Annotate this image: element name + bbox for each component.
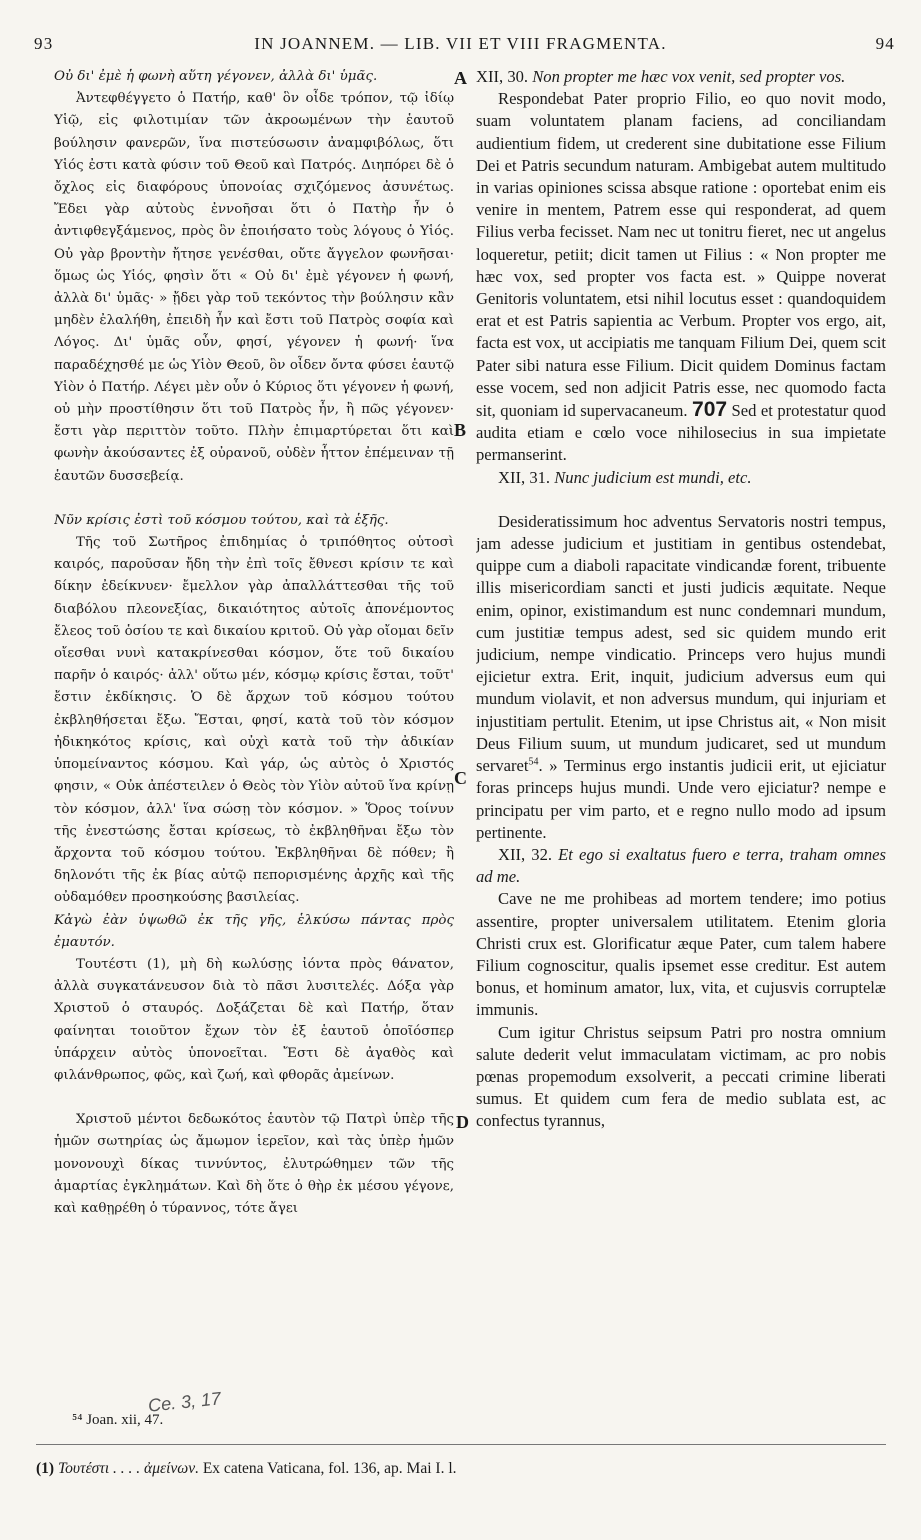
greek-paragraph-2: Τῆς τοῦ Σωτῆρος ἐπιδημίας ὁ τριπόθητος οὑτοσὶ καιρός, παροῦσαν ἤδη τὴν ἐπὶ τοῖς ἔθνεσι κρίσιν τε καὶ δίκην ἐδείκνυεν· ἔμελλον γὰρ ἀπαλλάττεσθαι τῆς τοῦ διαβόλου πλεονεξίας, δικαιότητος αὐτοῖς ἀπονέμοντος ἔλεος τοῦ ὁσίου τε καὶ δικαίου κριτοῦ. Οὐ γὰρ οἴομαι δεῖν οἴεσθαι νυνὶ κατακρίνεσθαι κόσμον, ὅτε τοῦ δικαίου παρῆν ὁ καιρός· ἀλλ' οὕτω μέν, κόσμῳ κρίσις ἔσται, τοῦτ' ἔστιν ἐκδίκησις. Ὁ δὲ ἄρχων τοῦ κόσμου τούτου ἐκβληθήσεται ἔξω. Ἔσται, φησί, κατὰ τοῦ τὸν κόσμον ἠδικηκότος κρίσις, καὶ οὐχὶ κατὰ τοῦ τὴν ἀδικίαν ὑπομείναντος κόσμου. Καὶ γάρ, ὡς αὐτὸς ὁ Χριστός φησιν, « Οὐκ ἀπέστειλεν ὁ Θεὸς τὸν Υἱὸν αὐτοῦ ἵνα κρίνῃ τὸν κόσμον, ἀλλ' ἵνα σώσῃ τὸν κόσμον. » Ὅρος τοίνυν τῆς ἐνεστώσης ἔσται κρίσεως, τὸ ἐκβληθῆναι ἔξω τὸν ἄρχοντα τοῦ κόσμου τούτου. Ἐκβληθῆναι δὲ πόθεν; ἢ δηλονότι τῆς ἐκ βίας αὐτῷ πεπορισμένης ἀρχῆς καὶ τῆς οὐδαμόθεν προσηκούσης βασιλείας. [54,535,454,906]
bottom-footnote-text: Ex catena Vaticana, fol. 136, ap. Mai I. l. [202,1460,457,1477]
greek-paragraph-4: Χριστοῦ μέντοι δεδωκότος ἑαυτὸν τῷ Πατρὶ ὑπὲρ τῆς ἡμῶν σωτηρίας ὡς ἄμωμον ἱερεῖον, καὶ τὰς ὑπὲρ ἡμῶν μονονουχὶ δίκας τιννύντος, ἐλυτρώθημεν τῶν τῆς ἁμαρτίας ἐγκλημάτων. Καὶ δὴ ὅτε ὁ θὴρ ἐκ μέσου γέγονε, καὶ καθῃρέθη ὁ τύραννος, τότε ἄγει [54,1112,454,1216]
greek-column [54,66,454,1431]
greek-paragraph-1: Ἀντεφθέγγετο ὁ Πατήρ, καθ' ὃν οἶδε τρόπον, τῷ ἰδίῳ Υἱῷ, εἰς φιλοτιμίαν τῶν ἀκροωμένων τὴν ἑαυτοῦ βούλησιν φανερῶν, ἵνα πιστεύσωσιν ἀναμφιβόλως, ὅτι Υἱός ἐστι κατὰ φύσιν τοῦ Θεοῦ καὶ Πατρός. Διηπόρει δὲ ὁ ὄχλος εἰς διαφόρους ὑπονοίας σχιζόμενος ἀσυνέτως. Ἔδει γὰρ αὐτοὺς ἐννοῆσαι ὅτι ὁ Πατὴρ ἦν ὁ ἀντιφθεγξάμενος, πρὸς ὃν ἐποιήσατο τοὺς λόγους ὁ Υἱός. Οὐ γὰρ βροντὴν ἤτησε γενέσθαι, οὔτε ἄγγελον φωνῆσαι· ὅμως ὡς Υἱός, φησὶν ὅτι « Οὐ δι' ἐμὲ γέγονεν ἡ φωνή, ἀλλὰ δι' ὑμᾶς· » ᾔδει γὰρ τοῦ τεκόντος τὴν βούλησιν κἂν μηδὲν ἐλαλήθη, ἐπειδὴ ἦν καὶ ἔστι τοῦ Πατρὸς σοφία καὶ Λόγος. Δι' ὑμᾶς οὖν, φησί, γέγονεν ἡ φωνή· ἵνα παραδέχησθέ με ὡς Υἱὸν Θεοῦ, ὃν οἶδεν ὄντα φύσει ἑαυτῷ Υἱὸν ὁ Πατήρ. Λέγει μὲν οὖν ὁ Κύριος ὅτι γέγονεν ἡ φωνή, οὐ μὴν προστίθησιν ὅτι τοῦ Πατρὸς ἦν, ἢ πῶς γέγονεν· ἔστι γὰρ περιττὸν τοῦτο. Πλὴν ἐπιμαρτύρεται ὅτι καὶ φωνὴν ἀκούσαντες ἐξ οὐρανοῦ, οὐδὲν ἧττον ἐπέμειναν τῇ ἑαυτῶν δυσσεβείᾳ. [54,91,454,484]
bottom-footnote [36,1460,457,1478]
latin-ref-3-text: Et ego si exaltatus fuero e terra, traham omnes ad me. [476,844,886,887]
latin-ref-1: XII, 30. [476,67,529,86]
latin-ref-2: XII, 31. [498,467,551,487]
footnote-ref-54: 54 [528,756,539,768]
page-header [0,34,921,58]
greek-paragraph-3: Τουτέστι (1), μὴ δὴ κωλύσῃς ἰόντα πρὸς θάνατον, ἀλλὰ συγκατάνευσον διὰ τὸ πᾶσι λυσιτελές. Δόξα γὰρ Χριστοῦ ὁ σταυρός. Δοξάζεται δὲ καὶ Πατήρ, ὅταν φαίνηται τοιοῦτον ἔχων τὸν ἐξ ἑαυτοῦ ὁποῖόσπερ ὑπάρχειν αὐτὸς ὑπονοεῖται. Ἔστι δὲ ἀγαθὸς καὶ φιλάνθρωπος, φῶς, καὶ ζωή, καὶ φθορᾶς ἀμείνων. [54,956,454,1083]
margin-marker-c: C [454,768,467,788]
bottom-footnote-number: (1) [36,1460,55,1477]
latin-paragraph-2: Desideratissimum hoc adventus Servatoris nostri tempus, jam adesse judicium et justitiam in gentibus ostendebat, quippe cum a diaboli rapacitate vindicandæ forent, tribuente illis misericordiam sancti et justi judicis æquitate. Neque enim, opinor, existimandum est nunc condemnari mundum, cum justitiæ tempus adest, sed sic quidem mundo erit judicium, nempe vindicatio. Princeps vero hujus mundi ejicietur extra. Erit, inquit, judicium adversus eum qui mundum violavit, et non adversus mundum, qui injuriam et injustitiam pertulit. Etenim, ut ipse Christus ait, « Non misit Deus Filium suum, ut mundum judicaret, sed ut mundum servaret [476,511,886,776]
footnote-divider [36,1444,886,1445]
greek-footnote: ⁵⁴ Joan. xii, 47. [72,1412,164,1428]
running-title: IN JOANNEM. — LIB. VII ET VIII FRAGMENTA. [254,34,667,53]
latin-paragraph-3: Cave ne me prohibeas ad mortem tendere; imo potius assentire, propter universalem utilitatem. Etenim gloria Christi crux est. Glorificatur æque Pater, cum talem habere Filium cognoscitur, qualis ipsemet esse creditur. Est autem bonus, et hominum amator, lux, vita, et cujusvis corruptelæ immunis. [476,889,886,1020]
handwritten-annotation: Ce. 3, 17 [147,1388,222,1416]
latin-paragraph-1-end: Sed et protestatur quod audita etiam e cœlo voce nihilosecius in sua impietate permanserint. [476,401,886,465]
latin-paragraph-2-end: . » Terminus ergo instantis judicii erit, ut ejiciatur foras princeps hujus mundi. Unde vero ejiciatur? nempe e principatu per vim parto, et e regno nullo modo ad ipsum pertinente. [476,756,886,842]
margin-marker-d: D [456,1112,469,1132]
margin-marker-a: A [454,68,467,88]
greek-lemma-1: Οὐ δι' ἐμὲ ἡ φωνὴ αὕτη γέγονεν, ἀλλὰ δι' ὑμᾶς. [54,69,378,84]
bottom-footnote-greek: Τουτέστι . . . . ἀμείνων. [57,1460,199,1477]
column-number-707: 707 [692,398,728,422]
latin-column [476,66,886,1431]
greek-lemma-2: Νῦν κρίσις ἐστὶ τοῦ κόσμου τούτου, καὶ τὰ ἑξῆς. [54,512,389,528]
latin-ref-3: XII, 32. [498,844,553,864]
latin-ref-2-text: Nunc judicium est mundi, etc. [554,467,752,487]
greek-lemma-3: Κἀγὼ ἐὰν ὑψωθῶ ἐκ τῆς γῆς, ἑλκύσω πάντας πρὸς ἐμαυτόν. [54,912,454,950]
page-number-left: 93 [34,34,54,53]
page-number-right: 94 [875,34,895,53]
latin-paragraph-1: Respondebat Pater proprio Filio, eo quo novit modo, suam voluntatem planam faciens, ad conciliandam audientium fidem, ut crederent sine dubitatione esse Filium Dei et Patris secundum naturam. Ambigebat autem multitudo in varias opiniones scissa absque ratione : oportebat enim eis venire in mentem, Patrem esse qui responderat, ad quem Filius verba fecisset. Nam nec ut tonitru fieret, nec ut angelus loqueretur, petiit; dicit tamen ut Filius : « Non propter me hæc vox, sed propter vos facta est. » Quippe noverat Genitoris voluntatem, etsi nihil locutus esset : quandoquidem erat et est Patris sapientia ac Verbum. Propter vos ergo, ait, facta est vox, ut accipiatis me tanquam Filium Dei, quem scit Pater sibi natura esse Filium. Dicit quidem Dominus factam esse vocem, sed non adjicit Patris esse, nec quomodo facta sit, quoniam id supervacaneum. [476,89,886,421]
latin-ref-1-text: Non propter me hæc vox venit, sed propter vos. [532,67,846,86]
margin-marker-b: B [454,420,467,440]
latin-paragraph-4: Cum igitur Christus seipsum Patri pro nostra omnium salute dederit velut immaculatam victimam, ac pro nobis pœnas propemodum exsolverit, a peccati crimine liberati sumus. Et quidem cum fera de medio sublata est, ac confectus tyrannus, [476,1022,886,1131]
